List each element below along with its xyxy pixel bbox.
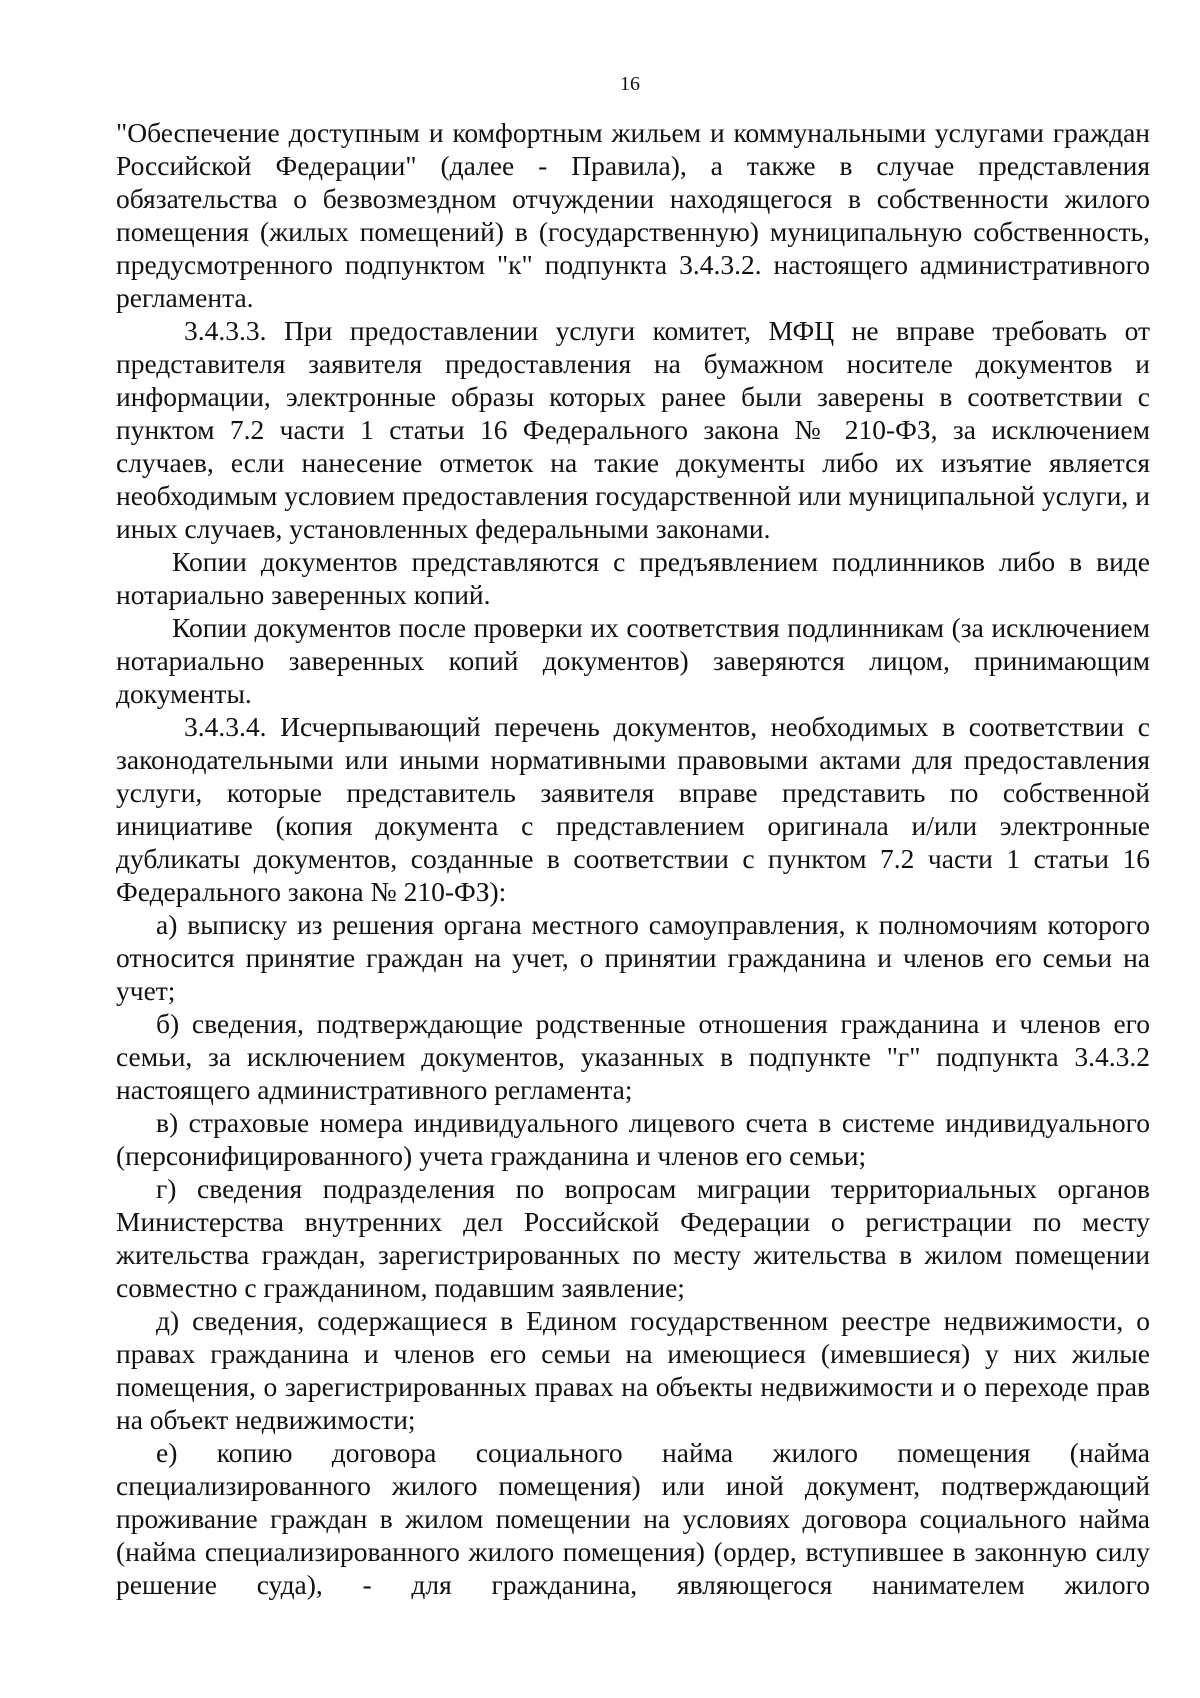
list-item-g: г) сведения подразделения по вопросам миграции территориальных органов Министерства внутренних дел Российской Федерации о регистрации по месту жительства граждан, зарегистрированных по месту жительства в жилом помещении совместно с гражданином, подавшим заявление;	[116, 1173, 1150, 1303]
paragraph-copies-presentation: Копии документов представляются с предъявлением подлинников либо в виде нотариально заверенных копий.	[116, 546, 1150, 610]
list-item-e: е) копию договора социального найма жилого помещения (найма специализированного жилого помещения) или иной документ, подтверждающий проживание граждан в жилом помещении на условиях договора социального найма (найма специализированного жилого помещения) (ордер, вступившее в законную силу решение суда), - для гражданина, являющегося нанимателем жилого	[116, 1437, 1150, 1600]
list-item-a: а) выписку из решения органа местного самоуправления, к полномочиям которого относится принятие граждан на учет, о принятии гражданина и членов его семьи на учет;	[116, 909, 1150, 1006]
paragraph-continued: "Обеспечение доступным и комфортным жильем и коммунальными услугами граждан Российской Федерации" (далее - Правила), а также в случае представления обязательства о безвозмездном отчуждении находящегося в собственности жилого помещения (жилых помещений) в (государственную) муниципальную собственность, предусмотренного подпунктом "к" подпункта 3.4.3.2. настоящего административного регламента.	[116, 117, 1150, 313]
list-item-d: д) сведения, содержащиеся в Едином государственном реестре недвижимости, о правах гражданина и членов его семьи на имеющиеся (имевшиеся) у них жилые помещения, о зарегистрированных правах на объекты недвижимости и о переходе прав на объект недвижимости;	[116, 1305, 1150, 1435]
paragraph-copies-certification: Копии документов после проверки их соответствия подлинникам (за исключением нотариально заверенных копий документов) заверяются лицом, принимающим документы.	[116, 612, 1150, 709]
list-item-b: б) сведения, подтверждающие родственные отношения гражданина и членов его семьи, за исключением документов, указанных в подпункте "г" подпункта 3.4.3.2 настоящего административного регламента;	[116, 1008, 1150, 1105]
paragraph-3-4-3-4: 3.4.3.4. Исчерпывающий перечень документов, необходимых в соответствии с законодательными или иными нормативными правовыми актами для предоставления услуги, которые представитель заявителя вправе представить по собственной инициативе (копия документа с представлением оригинала и/или электронные дубликаты документов, созданные в соответствии с пунктом 7.2 части 1 статьи 16 Федерального закона № 210-ФЗ):	[116, 711, 1150, 907]
list-item-v: в) страховые номера индивидуального лицевого счета в системе индивидуального (персонифицированного) учета гражданина и членов его семьи;	[116, 1107, 1150, 1171]
paragraph-3-4-3-3: 3.4.3.3. При предоставлении услуги комитет, МФЦ не вправе требовать от представителя заявителя предоставления на бумажном носителе документов и информации, электронные образы которых ранее были заверены в соответствии с пунктом 7.2 части 1 статьи 16 Федерального закона № 210-ФЗ, за исключением случаев, если нанесение отметок на такие документы либо их изъятие является необходимым условием предоставления государственной или муниципальной услуги, и иных случаев, установленных федеральными законами.	[116, 315, 1150, 544]
document-body	[116, 116, 1150, 1601]
page-number: 16	[620, 73, 640, 95]
